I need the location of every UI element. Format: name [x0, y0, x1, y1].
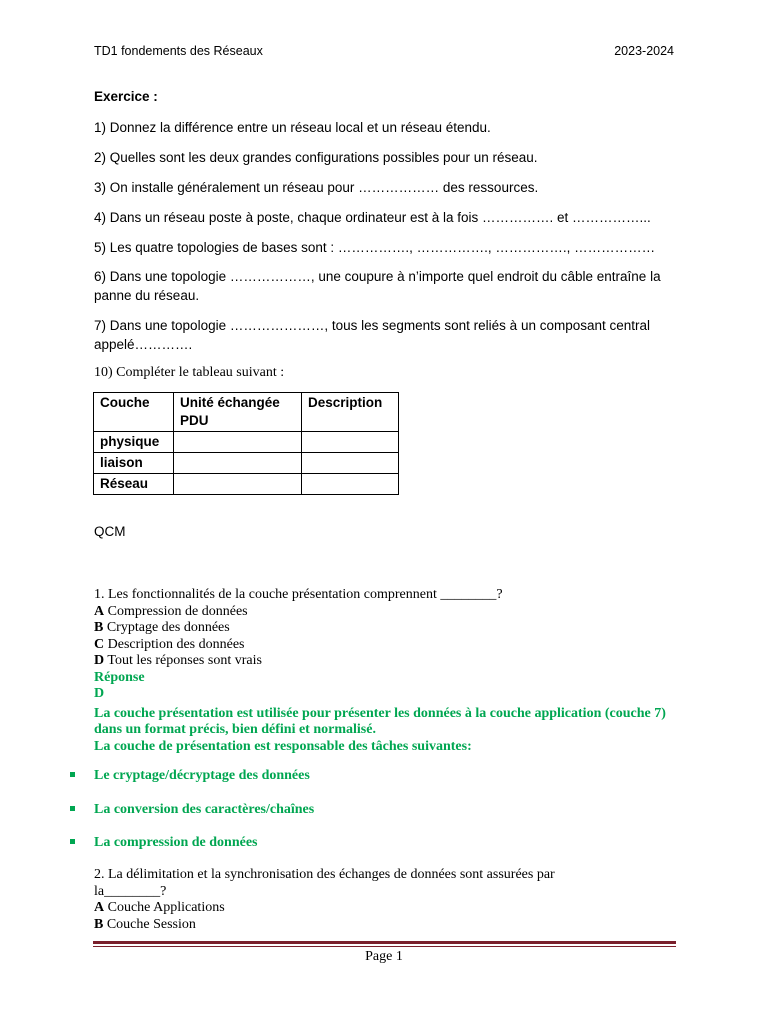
table-cell: Réseau: [94, 474, 174, 495]
list-item: [70, 834, 314, 868]
option-a: [94, 900, 614, 917]
option-text: Couche Session: [103, 916, 196, 932]
academic-year: 2023-2024: [614, 44, 674, 58]
footer-rule: [93, 941, 676, 944]
answer-label: Réponse: [94, 669, 145, 685]
table-row: [94, 432, 399, 453]
table-cell: [302, 474, 399, 495]
table-header-cell: Couche: [94, 393, 174, 432]
option-letter: C: [94, 636, 105, 652]
page-number: Page 1: [365, 949, 403, 964]
table-cell: physique: [94, 432, 174, 453]
answer-explanation: La couche présentation est utilisée pour présenter les données à la couche application (couche 7) dans un format précis, bien défini et normalisé.: [94, 705, 666, 737]
option-text: Description des données: [104, 636, 245, 652]
table-cell: [302, 453, 399, 474]
answer-explanation-2: La couche de présentation est responsable des tâches suivantes:: [94, 738, 472, 754]
table-cell: [174, 453, 302, 474]
document-title: TD1 fondements des Réseaux: [94, 44, 263, 58]
question-text: 2. La délimitation et la synchronisation des échanges de données sont assurées par la________?: [94, 867, 555, 899]
qcm-question-1: [94, 587, 684, 755]
qcm-question-2: [94, 867, 614, 933]
question-5: 5) Les quatre topologies de bases sont : ……………., ……………., ……………., ………………: [94, 240, 656, 255]
option-letter: A: [94, 603, 105, 619]
qcm-label: QCM: [94, 524, 126, 539]
question-2: 2) Quelles sont les deux grandes configurations possibles pour un réseau.: [94, 150, 538, 165]
table-header-cell: Unité échangée PDU: [174, 393, 302, 432]
list-item: [70, 801, 314, 835]
option-d: [94, 653, 684, 670]
table-header-cell: Description: [302, 393, 399, 432]
option-a: [94, 604, 684, 621]
question-4: 4) Dans un réseau poste à poste, chaque ordinateur est à la fois ……………. et ……………...: [94, 210, 651, 225]
option-letter: A: [94, 900, 105, 915]
option-b: [94, 917, 614, 934]
list-item-text: La compression de données: [94, 835, 258, 850]
question-6: 6) Dans une topologie ………………, une coupure à n’importe quel endroit du câble entraîne la panne du réseau.: [94, 269, 661, 303]
table-cell: liaison: [94, 453, 174, 474]
table-cell: [174, 432, 302, 453]
question-10: 10) Compléter le tableau suivant :: [94, 365, 285, 380]
option-text: Cryptage des données: [103, 620, 230, 635]
exercise-heading: Exercice :: [94, 89, 158, 104]
osi-layers-table: [93, 392, 399, 495]
square-bullet-icon: [70, 772, 75, 777]
table-header-row: [94, 393, 399, 432]
presentation-tasks-list: [70, 767, 314, 868]
answer-value: D: [94, 686, 105, 701]
option-letter: D: [94, 653, 105, 668]
option-text: Couche Applications: [104, 900, 225, 915]
table-row: [94, 474, 399, 495]
list-item: [70, 767, 314, 801]
option-b: [94, 620, 684, 637]
option-c: [94, 637, 684, 654]
list-item-text: La conversion des caractères/chaînes: [94, 801, 315, 817]
option-text: Compression de données: [104, 603, 248, 619]
table-cell: [174, 474, 302, 495]
question-text: 1. Les fonctionnalités de la couche présentation comprennent ________?: [94, 587, 503, 602]
square-bullet-icon: [70, 806, 75, 811]
footer-rule-thin: [93, 946, 676, 947]
option-letter: B: [94, 916, 104, 932]
option-text: Tout les réponses sont vrais: [104, 653, 262, 668]
table-cell: [302, 432, 399, 453]
question-3: 3) On installe généralement un réseau pour ……………… des ressources.: [94, 180, 539, 195]
list-item-text: Le cryptage/décryptage des données: [94, 768, 310, 783]
option-letter: B: [94, 620, 104, 635]
question-7: 7) Dans une topologie …………………, tous les segments sont reliés à un composant central appelé………….: [94, 318, 651, 352]
square-bullet-icon: [70, 839, 75, 844]
question-1: 1) Donnez la différence entre un réseau local et un réseau étendu.: [94, 120, 491, 135]
table-row: [94, 453, 399, 474]
